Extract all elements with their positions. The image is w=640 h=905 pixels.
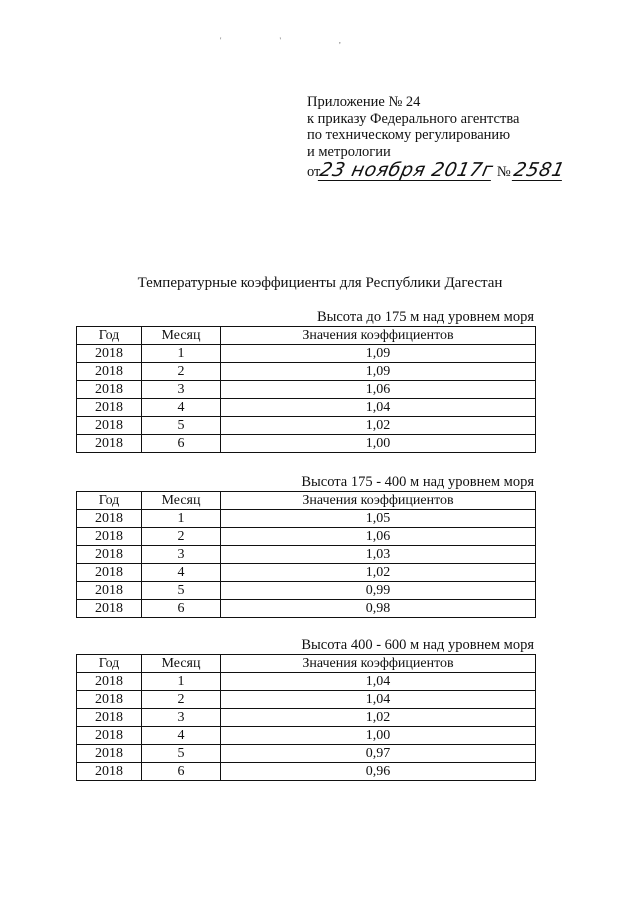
cell-month: 5 <box>142 417 221 435</box>
table-row <box>77 363 536 381</box>
table-header-row <box>77 655 536 673</box>
table-row <box>77 381 536 399</box>
cell-value: 0,96 <box>221 763 536 781</box>
cell-value: 1,06 <box>221 528 536 546</box>
table-row <box>77 510 536 528</box>
appendix-line-1: Приложение № 24 <box>307 94 421 110</box>
table-row <box>77 417 536 435</box>
coefficients-table <box>76 491 536 618</box>
cell-month: 4 <box>142 727 221 745</box>
table-row <box>77 345 536 363</box>
cell-month: 2 <box>142 363 221 381</box>
cell-year: 2018 <box>77 417 142 435</box>
cell-value: 1,03 <box>221 546 536 564</box>
header-value: Значения коэффициентов <box>221 327 536 345</box>
cell-year: 2018 <box>77 582 142 600</box>
cell-value: 1,09 <box>221 345 536 363</box>
table-row <box>77 564 536 582</box>
header-year: Год <box>77 327 142 345</box>
appendix-line-3: по техническому регулированию <box>307 127 511 143</box>
cell-year: 2018 <box>77 546 142 564</box>
cell-month: 2 <box>142 528 221 546</box>
cell-year: 2018 <box>77 528 142 546</box>
cell-month: 1 <box>142 673 221 691</box>
table-header-row <box>77 492 536 510</box>
cell-value: 1,00 <box>221 435 536 453</box>
cell-year: 2018 <box>77 363 142 381</box>
cell-value: 1,02 <box>221 564 536 582</box>
cell-month: 6 <box>142 600 221 618</box>
cell-year: 2018 <box>77 510 142 528</box>
altitude-section-2 <box>76 474 536 618</box>
cell-month: 3 <box>142 546 221 564</box>
table-caption: Высота 175 - 400 м над уровнем моря <box>301 474 534 490</box>
cell-month: 2 <box>142 691 221 709</box>
cell-month: 4 <box>142 399 221 417</box>
header-value: Значения коэффициентов <box>221 655 536 673</box>
cell-year: 2018 <box>77 727 142 745</box>
cell-year: 2018 <box>77 745 142 763</box>
table-row <box>77 435 536 453</box>
appendix-line-4: и метрологии <box>307 143 391 160</box>
cell-value: 1,02 <box>221 417 536 435</box>
number-prefix: № <box>496 164 511 180</box>
cell-value: 1,05 <box>221 510 536 528</box>
handwritten-number: 2581 <box>512 159 568 181</box>
table-row <box>77 582 536 600</box>
cell-month: 6 <box>142 435 221 453</box>
cell-value: 1,06 <box>221 381 536 399</box>
header-value: Значения коэффициентов <box>221 492 536 510</box>
table-row <box>77 600 536 618</box>
header-month: Месяц <box>142 655 221 673</box>
altitude-section-1 <box>76 309 536 453</box>
scan-specks: ' ' , <box>220 36 369 45</box>
cell-value: 1,09 <box>221 363 536 381</box>
cell-value: 0,98 <box>221 600 536 618</box>
cell-year: 2018 <box>77 691 142 709</box>
date-prefix: от <box>307 164 321 180</box>
table-row <box>77 528 536 546</box>
header-year: Год <box>77 655 142 673</box>
cell-month: 3 <box>142 381 221 399</box>
table-row <box>77 399 536 417</box>
cell-value: 1,04 <box>221 399 536 417</box>
handwritten-date: 23 ноября 2017г <box>318 159 496 181</box>
table-caption: Высота до 175 м над уровнем моря <box>316 309 534 325</box>
cell-value: 0,99 <box>221 582 536 600</box>
appendix-block <box>307 94 568 182</box>
table-row <box>77 673 536 691</box>
table-header-row <box>77 327 536 345</box>
cell-year: 2018 <box>77 673 142 691</box>
table-row <box>77 709 536 727</box>
altitude-section-3 <box>76 637 536 781</box>
coefficients-table <box>76 654 536 781</box>
cell-year: 2018 <box>77 345 142 363</box>
header-month: Месяц <box>142 492 221 510</box>
cell-value: 1,04 <box>221 673 536 691</box>
cell-year: 2018 <box>77 763 142 781</box>
cell-year: 2018 <box>77 381 142 399</box>
document-title: Температурные коэффициенты для Республики Дагестан <box>137 275 503 291</box>
cell-month: 4 <box>142 564 221 582</box>
cell-month: 5 <box>142 745 221 763</box>
cell-value: 1,00 <box>221 727 536 745</box>
cell-month: 1 <box>142 345 221 363</box>
cell-month: 5 <box>142 582 221 600</box>
header-year: Год <box>77 492 142 510</box>
table-row <box>77 727 536 745</box>
cell-value: 1,02 <box>221 709 536 727</box>
cell-month: 1 <box>142 510 221 528</box>
coefficients-table <box>76 326 536 453</box>
cell-year: 2018 <box>77 600 142 618</box>
cell-year: 2018 <box>77 709 142 727</box>
table-row <box>77 546 536 564</box>
cell-month: 3 <box>142 709 221 727</box>
cell-year: 2018 <box>77 399 142 417</box>
table-row <box>77 691 536 709</box>
cell-value: 1,04 <box>221 691 536 709</box>
cell-value: 0,97 <box>221 745 536 763</box>
table-row <box>77 745 536 763</box>
header-month: Месяц <box>142 327 221 345</box>
cell-year: 2018 <box>77 435 142 453</box>
order-date-line <box>307 159 568 182</box>
table-row <box>77 763 536 781</box>
table-caption: Высота 400 - 600 м над уровнем моря <box>301 637 534 653</box>
cell-year: 2018 <box>77 564 142 582</box>
cell-month: 6 <box>142 763 221 781</box>
appendix-line-2: к приказу Федерального агентства <box>307 110 520 127</box>
